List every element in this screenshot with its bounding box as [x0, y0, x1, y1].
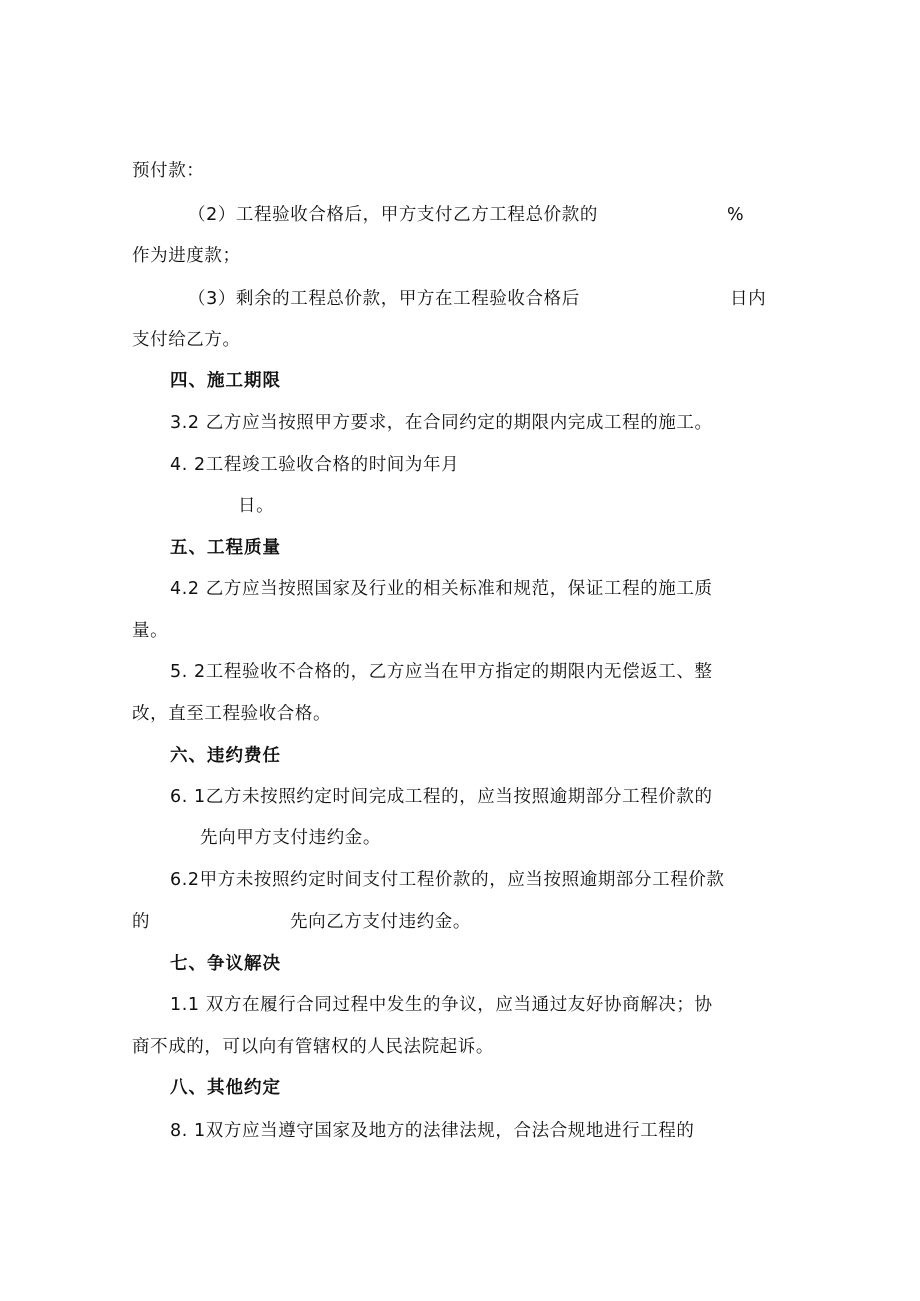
section-heading: 七、争议解决: [170, 954, 281, 974]
section-heading: 六、违约费任: [170, 746, 281, 766]
text-line: %: [727, 205, 745, 225]
text-line: 日内: [730, 289, 767, 309]
text-line: （3）剩余的工程总价款，甲方在工程验收合格后: [188, 289, 580, 309]
text-line: 4. 2工程竣工验收合格的时间为年月: [170, 455, 460, 475]
text-line: 先向甲方支付违约金。: [200, 828, 381, 848]
text-line: 的: [132, 912, 151, 932]
text-line: 量。: [132, 621, 169, 641]
text-line: 6. 1乙方未按照约定时间完成工程的，应当按照逾期部分工程价款的: [170, 787, 713, 807]
text-line: 改，直至工程验收合格。: [132, 704, 332, 724]
text-line: 先向乙方支付违约金。: [290, 912, 471, 932]
text-line: 4.2 乙方应当按照国家及行业的相关标准和规范，保证工程的施工质: [170, 579, 713, 599]
text-line: 3.2 乙方应当按照甲方要求，在合同约定的期限内完成工程的施工。: [170, 413, 713, 433]
text-line: 支付给乙方。: [132, 330, 241, 350]
text-line: 5. 2工程验收不合格的，乙方应当在甲方指定的期限内无偿返工、整: [170, 662, 713, 682]
section-heading: 八、其他约定: [170, 1078, 281, 1098]
text-line: （2）工程验收合格后，甲方支付乙方工程总价款的: [188, 205, 598, 225]
text-line: 6.2甲方未按照约定时间支付工程价款的，应当按照逾期部分工程价款: [170, 870, 725, 890]
section-heading: 四、施工期限: [170, 371, 281, 391]
section-heading: 五、工程质量: [170, 538, 281, 558]
text-line: 1.1 双方在履行合同过程中发生的争议，应当通过友好协商解决；协: [170, 995, 713, 1015]
text-line: 日。: [238, 496, 275, 516]
text-line: 作为进度款；: [132, 246, 241, 266]
text-line: 8. 1双方应当遵守国家及地方的法律法规，合法合规地进行工程的: [170, 1121, 695, 1141]
text-line: 商不成的，可以向有管辖权的人民法院起诉。: [132, 1037, 494, 1057]
text-line: 预付款：: [132, 161, 205, 181]
